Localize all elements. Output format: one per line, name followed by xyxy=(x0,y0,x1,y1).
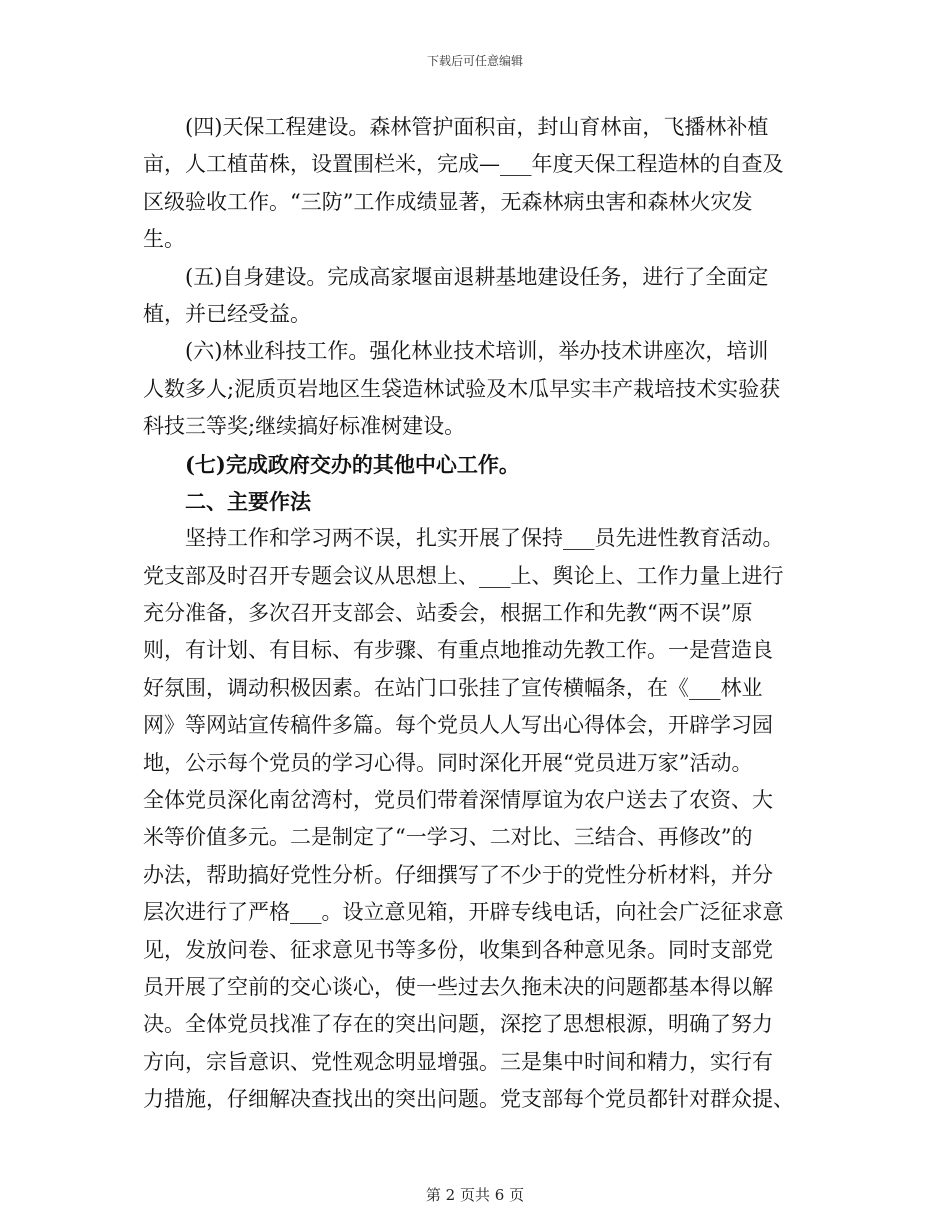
paragraph-line: 坚持工作和学习两不误，扎实开展了保持___员先进性教育活动。 xyxy=(185,526,784,551)
paragraph-line: 全体党员深化南岔湾村，党员们带着深情厚谊为农户送去了农资、大 xyxy=(143,788,773,813)
paragraph-line: 好氛围，调动积极因素。在站门口张挂了宣传横幅条，在《___林业 xyxy=(143,675,763,700)
paragraph-line: 充分准备，多次召开支部会、站委会，根据工作和先教“两不误”原 xyxy=(143,601,753,626)
paragraph-line: 地，公示每个党员的学习心得。同时深化开展“党员进万家”活动。 xyxy=(143,750,753,775)
paragraph-line: 则，有计划、有目标、有步骤、有重点地推动先教工作。一是营造良 xyxy=(143,638,773,663)
paragraph-line: 亩，人工植苗株，设置围栏米，完成—___年度天保工程造林的自查及 xyxy=(143,152,784,177)
page-footer: 第 2 页共 6 页 xyxy=(425,1186,525,1204)
paragraph-line: 力措施，仔细解决查找出的突出问题。党支部每个党员都针对群众提、 xyxy=(143,1087,794,1112)
paragraph-line: (四)天保工程建设。森林管护面积亩，封山育林亩，飞播林补植 xyxy=(185,115,769,139)
paragraph-line: 方向，宗旨意识、党性观念明显增强。三是集中时间和精力，实行有 xyxy=(143,1049,773,1074)
paragraph-line: 网》等网站宣传稿件多篇。每个党员人人写出心得体会，开辟学习园 xyxy=(143,713,773,738)
page-header: 下载后可任意编辑 xyxy=(426,54,523,68)
paragraph-line: 见，发放问卷、征求意见书等多份，收集到各种意见条。同时支部党 xyxy=(143,937,773,962)
paragraph-line: (五)自身建设。完成高家堰亩退耕基地建设任务，进行了全面定 xyxy=(185,264,769,289)
paragraph-line: 员开展了空前的交心谈心，使一些过去久拖未决的问题都基本得以解 xyxy=(143,974,773,999)
paragraph-line: 米等价值多元。二是制定了“一学习、二对比、三结合、再修改”的 xyxy=(143,825,753,850)
paragraph-line: 生。 xyxy=(143,227,185,252)
paragraph-line: 层次进行了严格___。设立意见箱，开辟专线电话，向社会广泛征求意 xyxy=(143,900,784,925)
paragraph-line: (六)林业科技工作。强化林业技术培训，举办技术讲座次，培训 xyxy=(185,339,769,364)
paragraph-line: 科技三等奖;继续搞好标准树建设。 xyxy=(143,414,466,439)
paragraph-line: 人数多人;泥质页岩地区生袋造林试验及木瓜早实丰产栽培技术实验获 xyxy=(143,376,781,401)
paragraph-line: 植，并已经受益。 xyxy=(143,301,311,326)
section-heading-line: 二、主要作法 xyxy=(185,488,311,514)
section-heading-line: (七)完成政府交办的其他中心工作。 xyxy=(185,451,520,477)
document-body xyxy=(143,109,799,1119)
paragraph-line: 办法，帮助搞好党性分析。仔细撰写了不少于的党性分析材料，并分 xyxy=(143,862,773,887)
paragraph-line: 党支部及时召开专题会议从思想上、___上、舆论上、工作力量上进行 xyxy=(143,563,784,588)
paragraph-line: 区级验收工作。“三防”工作成绩显著，无森林病虫害和森林火灾发 xyxy=(143,189,753,214)
paragraph-line: 决。全体党员找准了存在的突出问题，深挖了思想根源，明确了努力 xyxy=(143,1012,773,1037)
